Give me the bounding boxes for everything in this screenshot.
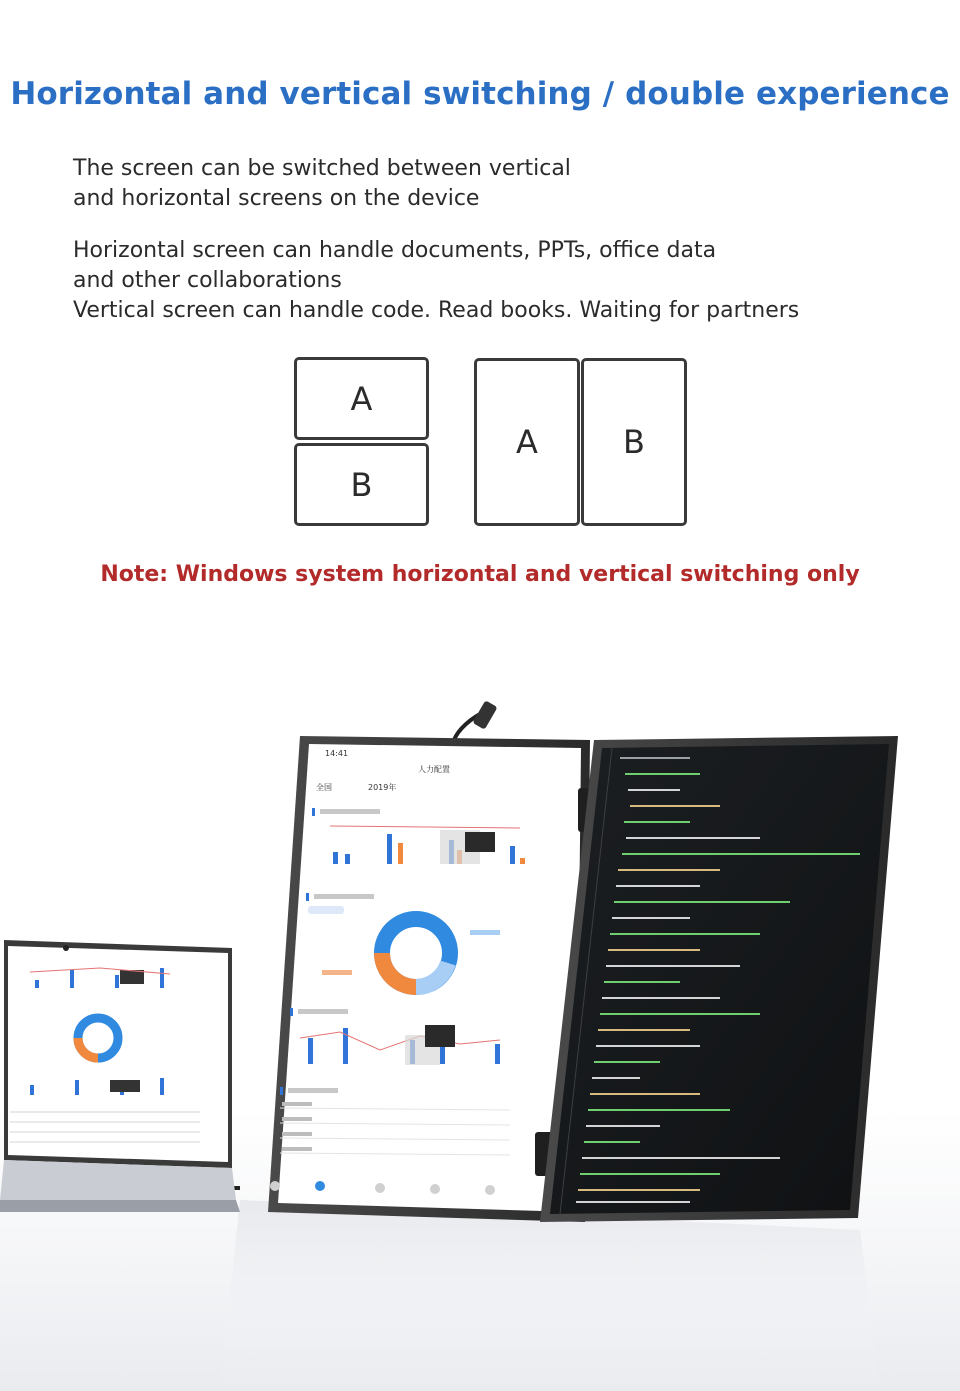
details-line-2: and other collaborations [73, 268, 342, 293]
laptop [0, 940, 240, 1212]
app-title: 人力配置 [418, 765, 450, 774]
side-screen-a: A [474, 358, 580, 526]
product-photo [0, 640, 960, 1391]
details-text [73, 236, 799, 326]
intro-text [73, 154, 571, 214]
stacked-screen-b: B [294, 443, 429, 526]
filter-year: 2019年 [368, 783, 397, 792]
intro-line-2: and horizontal screens on the device [73, 186, 480, 211]
status-time: 14:41 [325, 749, 349, 758]
filter-region: 全国 [316, 783, 332, 792]
code-screen [540, 736, 898, 1222]
note-text: Note: Windows system horizontal and vertical switching only [100, 562, 860, 587]
page-title: Horizontal and vertical switching / double experience [10, 76, 950, 112]
intro-line-1: The screen can be switched between vertical [73, 156, 571, 181]
stacked-screen-a: A [294, 357, 429, 440]
details-line-3: Vertical screen can handle code. Read books. Waiting for partners [73, 298, 800, 323]
side-screen-b: B [581, 358, 687, 526]
details-line-1: Horizontal screen can handle documents, PPTs, office data [73, 238, 717, 263]
